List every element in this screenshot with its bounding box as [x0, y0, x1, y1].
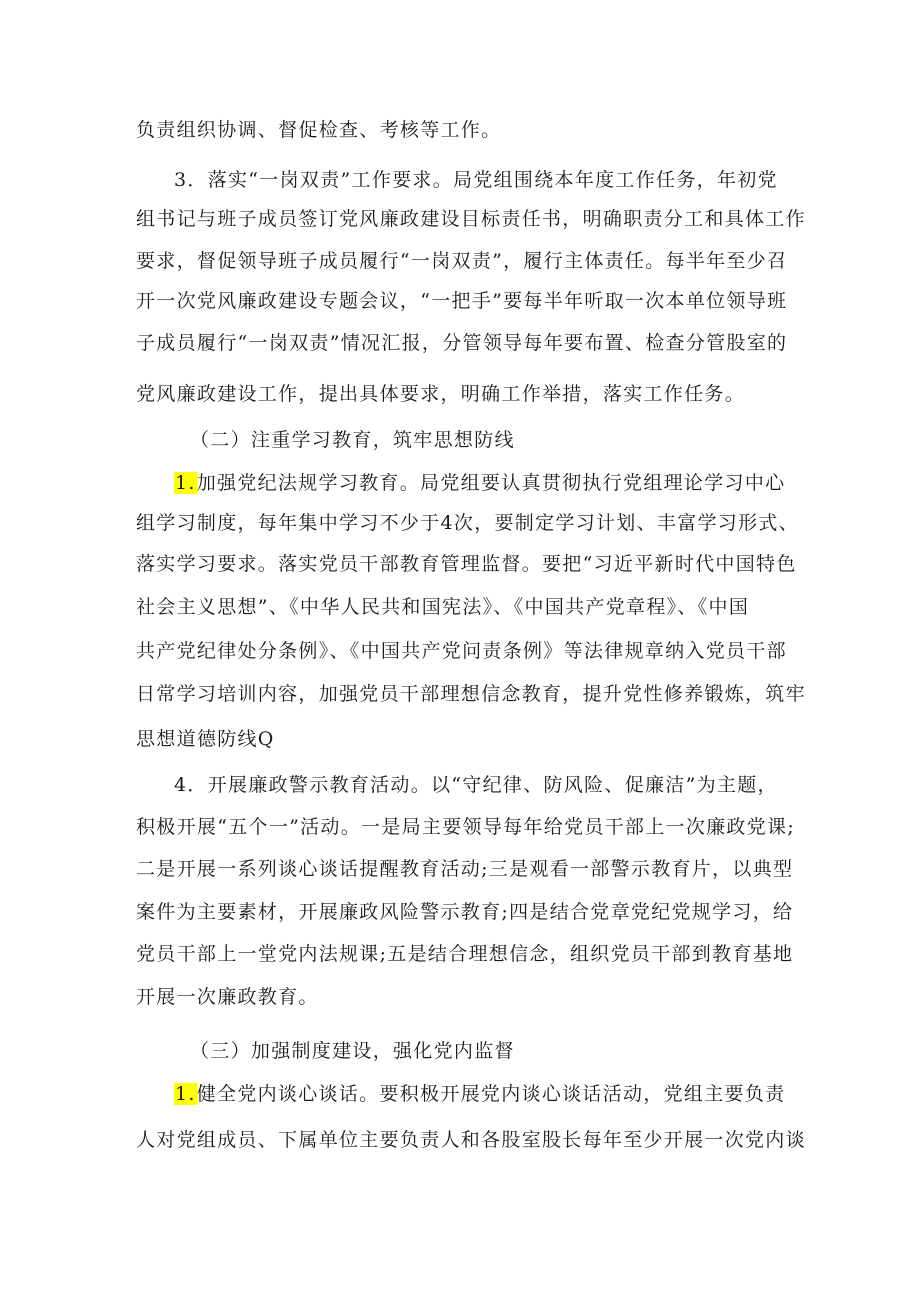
text-line: 组学习制度，每年集中学习不少于4次，要制定学习计划、丰富学习形式、 — [136, 512, 799, 534]
text-line: 思想道德防线Q — [136, 728, 275, 750]
text-line: 二是开展一系列谈心谈话提醒教育活动;三是观看一部警示教育片，以典型 — [136, 858, 794, 880]
text-line: 案件为主要素材，开展廉政风险警示教育;四是结合党章党纪党规学习，给 — [136, 901, 794, 923]
text-line: 要求，督促领导班子成员履行“一岗双责”，履行主体责任。每半年至少召 — [136, 250, 788, 272]
text-segment: 加强党纪法规学习教育。局党组要认真贯彻执行党组理论学习中心 — [196, 472, 786, 494]
text-line: 党员干部上一堂党内法规课;五是结合理想信念，组织党员干部到教育基地 — [136, 943, 794, 965]
highlight-mark: 1. — [175, 1083, 196, 1105]
text-line: 开一次党风廉政建设专题会议，“一把手”要每半年听取一次本单位领导班 — [136, 290, 788, 312]
text-line: 子成员履行“一岗双责”情况汇报，分管领导每年要布置、检查分管股室的 — [136, 332, 788, 354]
text-line: 社会主义思想”、《中华人民共和国宪法》、《中国共产党章程》、《中国 — [136, 596, 750, 618]
text-line — [174, 1077, 785, 1111]
text-line: 积极开展“五个一”活动。一是局主要领导每年给党员干部上一次廉政党课; — [136, 816, 796, 838]
text-segment: 健全党内谈心谈话。要积极开展党内谈心谈话活动，党组主要负责 — [196, 1083, 786, 1105]
text-line: 共产党纪律处分条例》、《中国共产党问责条例》等法律规章纳入党员干部 — [136, 640, 787, 662]
text-line: 党风廉政建设工作，提出具体要求，明确工作举措，落实工作任务。 — [136, 383, 746, 405]
section-heading: （三）加强制度建设，强化党内监督 — [190, 1040, 515, 1062]
text-line — [174, 466, 785, 500]
text-line: 负责组织协调、督促检查、考核等工作。 — [136, 119, 502, 141]
text-line: 人对党组成员、下属单位主要负责人和各股室股长每年至少开展一次党内谈 — [136, 1129, 806, 1151]
section-heading: （二）注重学习教育，筑牢思想防线 — [190, 429, 515, 451]
highlight-mark: 1. — [175, 472, 196, 494]
text-line: 落实学习要求。落实党员干部教育管理监督。要把“习近平新时代中国特色 — [136, 553, 797, 575]
text-line: 3．落实“一岗双责”工作要求。局党组围绕本年度工作任务，年初党 — [174, 169, 778, 191]
text-line: 日常学习培训内容，加强党员干部理想信念教育，提升党性修养锻炼，筑牢 — [136, 683, 806, 705]
text-line: 组书记与班子成员签订党风廉政建设目标责任书，明确职责分工和具体工作 — [136, 208, 806, 230]
text-line: 开展一次廉政教育。 — [136, 986, 319, 1008]
text-line: 4．开展廉政警示教育活动。以“守纪律、防风险、促廉洁”为主题， — [174, 774, 778, 796]
